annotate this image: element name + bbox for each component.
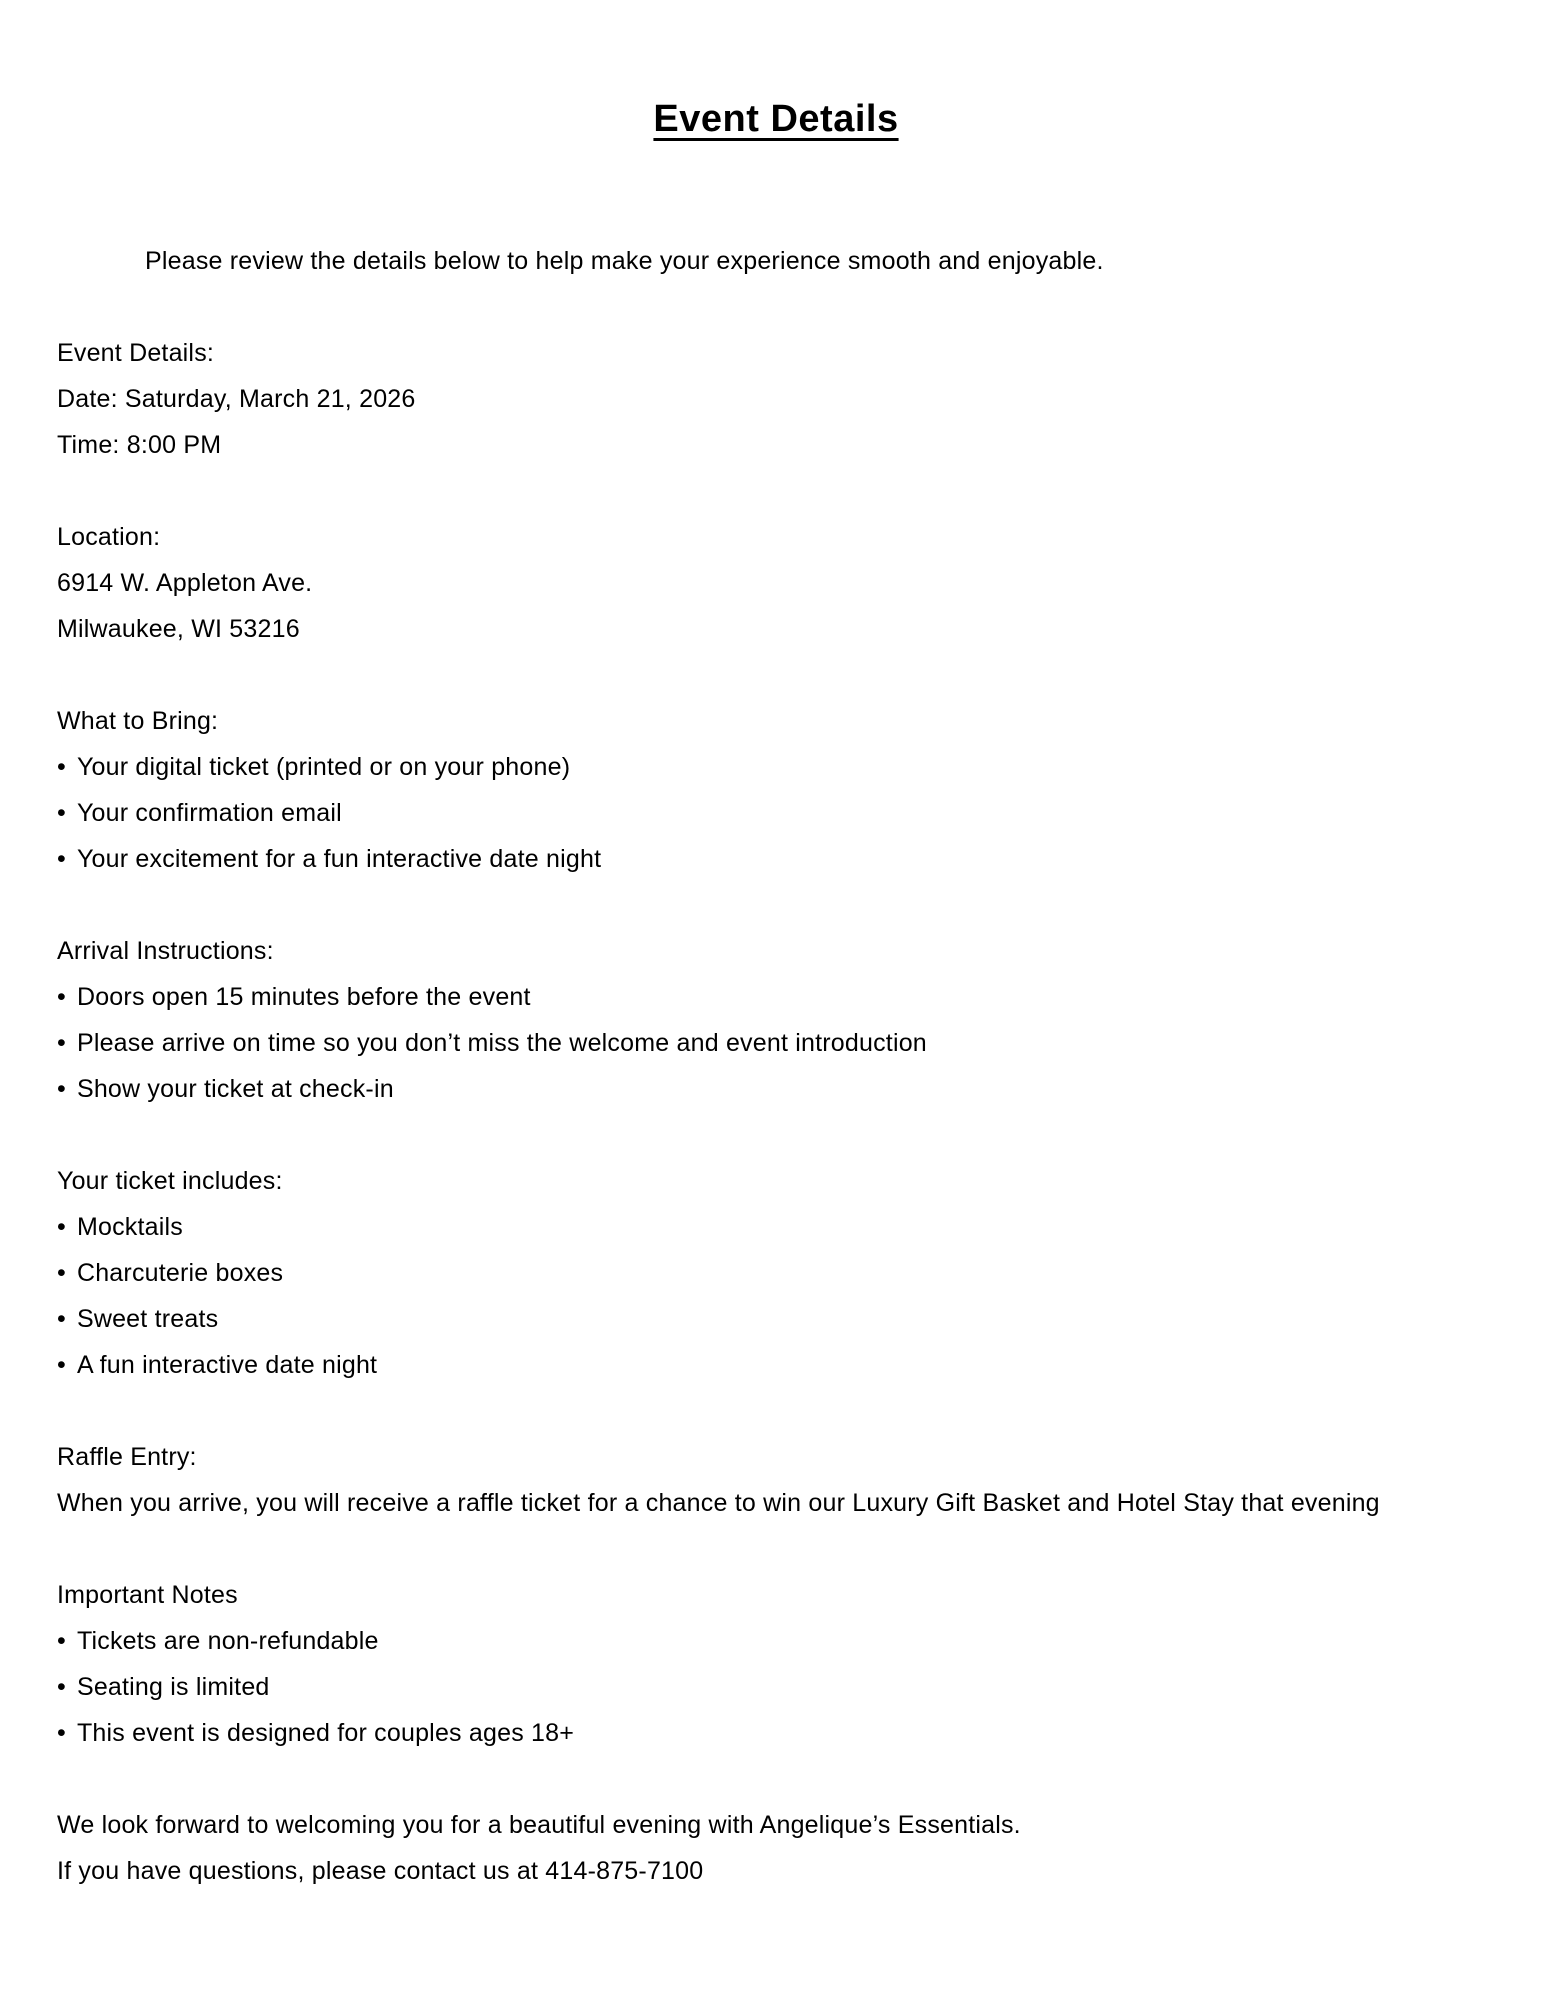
bullet-line (57, 744, 1495, 790)
time-line: Time: 8:00 PM (57, 430, 222, 459)
bullet-icon: • (57, 1258, 66, 1287)
intro-paragraph: Please review the details below to help make your experience smooth and enjoyable. (145, 246, 1104, 275)
bullet-line (57, 1066, 1495, 1112)
bullet-text: A fun interactive date night (76, 1350, 378, 1379)
bullet-icon: • (57, 1626, 66, 1655)
section-heading: Important Notes (57, 1580, 238, 1609)
bullet-text: Your confirmation email (76, 798, 342, 827)
bullet-text: Your digital ticket (printed or on your phone) (76, 752, 571, 781)
bullet-icon: • (57, 1304, 66, 1333)
bullet-icon: • (57, 1718, 66, 1747)
section-location (57, 514, 1495, 652)
bullet-line (57, 1618, 1495, 1664)
bullet-icon: • (57, 1074, 66, 1103)
bullet-text: Doors open 15 minutes before the event (76, 982, 531, 1011)
section-important-notes (57, 1572, 1495, 1756)
address-line: 6914 W. Appleton Ave. (57, 568, 313, 597)
section-heading: Location: (57, 522, 161, 551)
section-heading: What to Bring: (57, 706, 219, 735)
bullet-line (57, 1020, 1495, 1066)
bullet-text: Mocktails (76, 1212, 183, 1241)
bullet-icon: • (57, 844, 66, 873)
bullet-line (57, 1342, 1495, 1388)
bullet-icon: • (57, 1672, 66, 1701)
bullet-text: Sweet treats (76, 1304, 219, 1333)
bullet-text: Seating is limited (76, 1672, 270, 1701)
section-heading: Arrival Instructions: (57, 936, 274, 965)
section-heading: Raffle Entry: (57, 1442, 197, 1471)
city-line: Milwaukee, WI 53216 (57, 614, 300, 643)
bullet-line (57, 1296, 1495, 1342)
bullet-icon: • (57, 752, 66, 781)
bullet-icon: • (57, 1350, 66, 1379)
bullet-text: Tickets are non-refundable (76, 1626, 379, 1655)
bullet-text: Please arrive on time so you don’t miss the welcome and event introduction (76, 1028, 927, 1057)
closing-paragraph (57, 1802, 1495, 1894)
bullet-text: Show your ticket at check-in (76, 1074, 394, 1103)
bullet-line (57, 1204, 1495, 1250)
closing-line-1: We look forward to welcoming you for a beautiful evening with Angelique’s Essentials. (57, 1810, 1021, 1839)
bullet-line (57, 836, 1495, 882)
closing-line-2: If you have questions, please contact us at 414-875-7100 (57, 1856, 704, 1885)
section-event-details (57, 330, 1495, 468)
page-title-text: Event Details (653, 98, 899, 140)
date-line: Date: Saturday, March 21, 2026 (57, 384, 416, 413)
section-raffle-entry (57, 1434, 1495, 1526)
bullet-icon: • (57, 1028, 66, 1057)
bullet-text: Charcuterie boxes (76, 1258, 284, 1287)
bullet-line (57, 974, 1495, 1020)
bullet-text: Your excitement for a fun interactive date night (76, 844, 602, 873)
bullet-line (57, 1664, 1495, 1710)
bullet-text: This event is designed for couples ages 18+ (76, 1718, 575, 1747)
bullet-icon: • (57, 982, 66, 1011)
bullet-line (57, 1710, 1495, 1756)
page-title (57, 96, 1495, 144)
section-what-to-bring (57, 698, 1495, 882)
bullet-line (57, 790, 1495, 836)
section-arrival-instructions (57, 928, 1495, 1112)
section-ticket-includes (57, 1158, 1495, 1388)
bullet-line (57, 1250, 1495, 1296)
bullet-icon: • (57, 798, 66, 827)
bullet-icon: • (57, 1212, 66, 1241)
section-heading: Event Details: (57, 338, 215, 367)
raffle-paragraph: When you arrive, you will receive a raffle ticket for a chance to win our Luxury Gift Basket and Hotel Stay that evening (57, 1488, 1380, 1517)
section-heading: Your ticket includes: (57, 1166, 283, 1195)
